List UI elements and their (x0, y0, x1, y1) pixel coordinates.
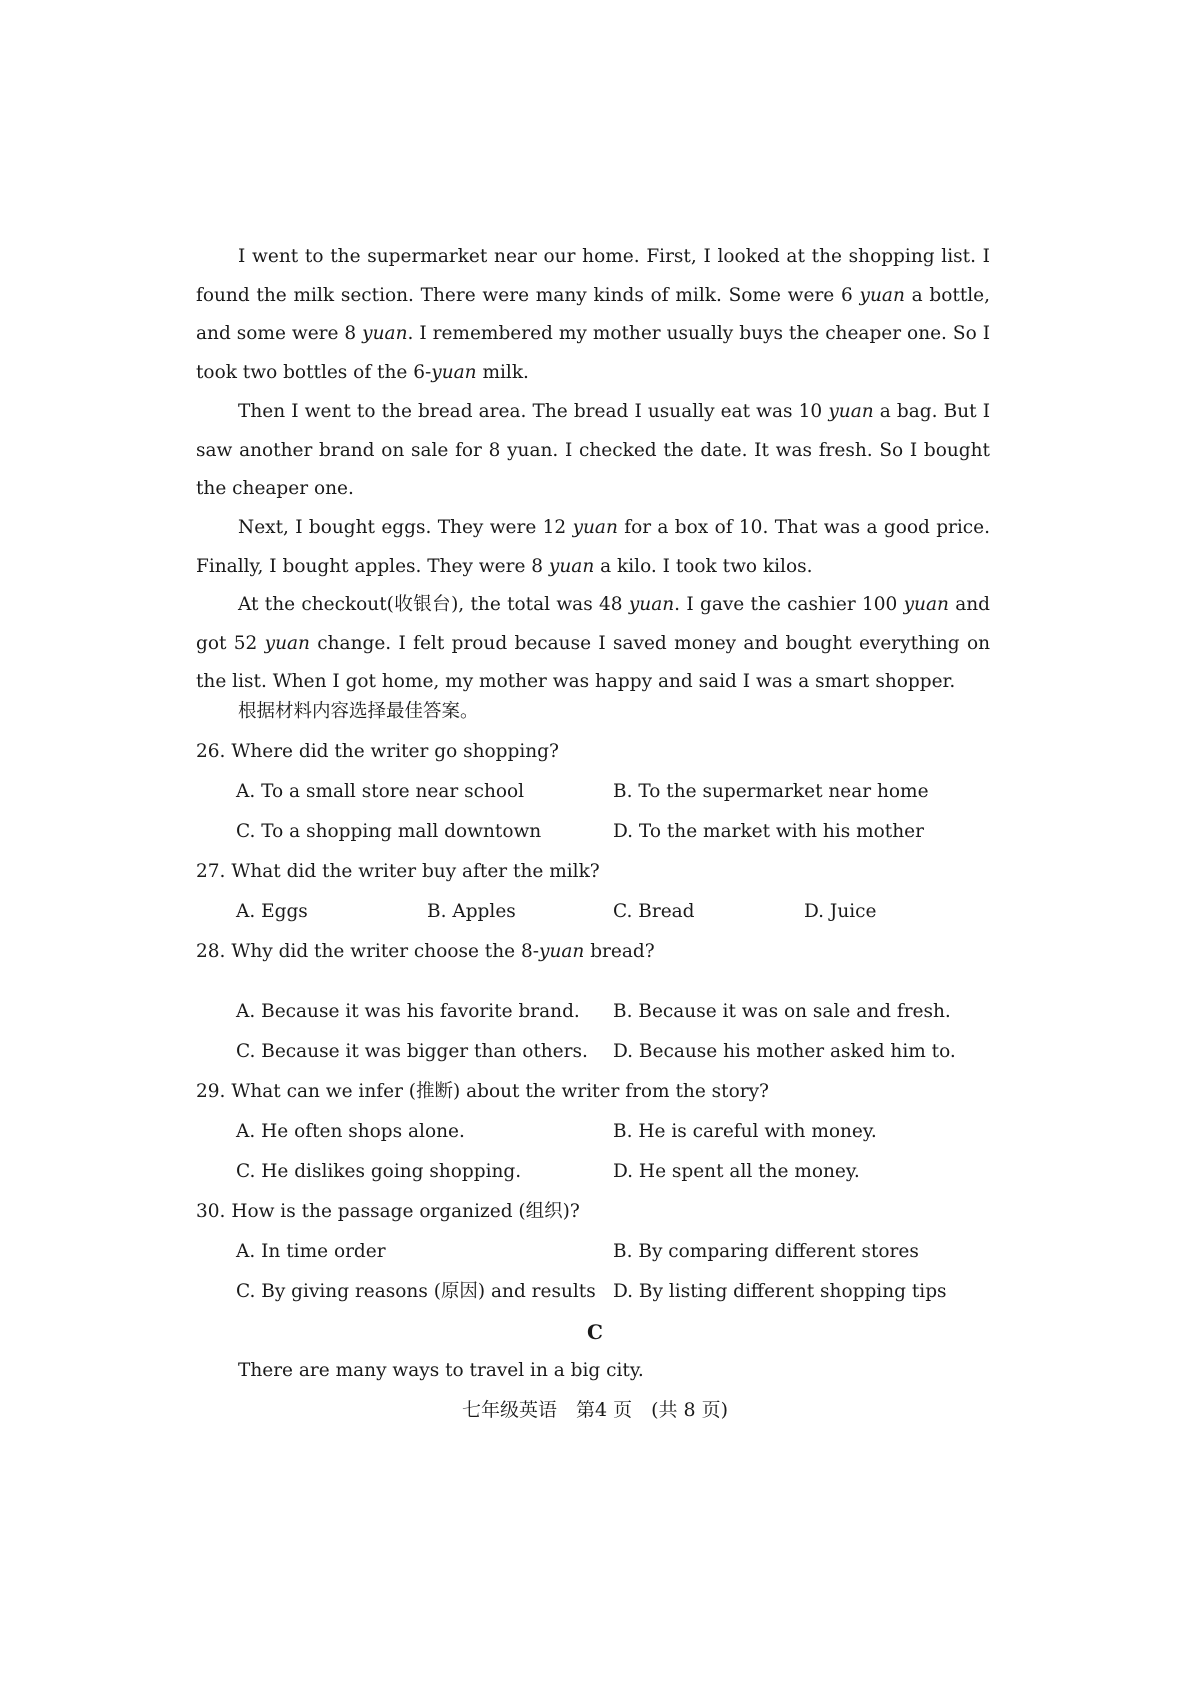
question-text: What did the writer buy after the milk? (231, 861, 600, 882)
question-number: 29. (196, 1081, 226, 1102)
q28-option-b[interactable]: B. Because it was on sale and fresh. (613, 1001, 951, 1022)
q30-option-a[interactable]: A. In time order (236, 1241, 386, 1262)
instruction-text: 根据材料内容选择最佳答案。 (238, 701, 479, 722)
q28-option-a[interactable]: A. Because it was his favorite brand. (236, 1001, 580, 1022)
passage-paragraph-4: At the checkout(收银台), the total was 48 yuan. I gave the cashier 100 yuan and got 52 yuan change. I felt proud because I saved money and bought everything on the list. When I got home, my mother was happy and said I was a smart shopper. (196, 594, 991, 693)
q30-option-d[interactable]: D. By listing different shopping tips (613, 1281, 947, 1302)
question-number: 30. (196, 1201, 226, 1222)
page-footer: 七年级英语 第4 页 (共 8 页) (461, 1399, 729, 1421)
q30-option-c[interactable]: C. By giving reasons (原因) and results (236, 1281, 596, 1302)
question-text: How is the passage organized (组织)? (231, 1201, 580, 1222)
passage-paragraph-2: Then I went to the bread area. The bread I usually eat was 10 yuan a bag. But I saw another brand on sale for 8 yuan. I checked the date. It was fresh. So I bought the cheaper one. (196, 401, 990, 500)
section-c-intro: There are many ways to travel in a big city. (238, 1360, 644, 1381)
q27-option-b[interactable]: B. Apples (427, 901, 516, 922)
q29-option-b[interactable]: B. He is careful with money. (613, 1121, 877, 1142)
question-text: Where did the writer go shopping? (231, 741, 559, 762)
passage-paragraph-3: Next, I bought eggs. They were 12 yuan for a box of 10. That was a good price. Finally, I bought apples. They were 8 yuan a kilo. I took two kilos. (196, 517, 990, 577)
question-text: Why did the writer choose the 8-yuan bread? (231, 941, 655, 962)
q29-option-a[interactable]: A. He often shops alone. (236, 1121, 465, 1142)
q29-option-d[interactable]: D. He spent all the money. (613, 1161, 860, 1182)
q26-option-d[interactable]: D. To the market with his mother (613, 821, 924, 842)
question-27 (196, 860, 600, 884)
q29-option-c[interactable]: C. He dislikes going shopping. (236, 1161, 522, 1182)
q26-option-b[interactable]: B. To the supermarket near home (613, 781, 929, 802)
q30-option-b[interactable]: B. By comparing different stores (613, 1241, 919, 1262)
question-number: 26. (196, 741, 226, 762)
section-c-heading: C (587, 1320, 603, 1344)
passage-paragraph-1: I went to the supermarket near our home. First, I looked at the shopping list. I found the milk section. There were many kinds of milk. Some were 6 yuan a bottle, and some were 8 yuan. I remembered my mother usually buys the cheaper one. So I took two bottles of the 6-yuan milk. (196, 246, 991, 383)
question-26 (196, 740, 559, 764)
question-number: 27. (196, 861, 226, 882)
q26-option-a[interactable]: A. To a small store near school (236, 781, 525, 802)
q27-option-c[interactable]: C. Bread (613, 901, 695, 922)
q27-option-d[interactable]: D. Juice (804, 901, 877, 922)
question-28 (196, 940, 655, 964)
question-29 (196, 1080, 769, 1104)
question-30 (196, 1200, 580, 1224)
q27-option-a[interactable]: A. Eggs (236, 901, 308, 922)
q28-option-c[interactable]: C. Because it was bigger than others. (236, 1041, 588, 1062)
question-text: What can we infer (推断) about the writer from the story? (231, 1081, 769, 1102)
q28-option-d[interactable]: D. Because his mother asked him to. (613, 1041, 956, 1062)
question-number: 28. (196, 941, 226, 962)
q26-option-c[interactable]: C. To a shopping mall downtown (236, 821, 542, 842)
